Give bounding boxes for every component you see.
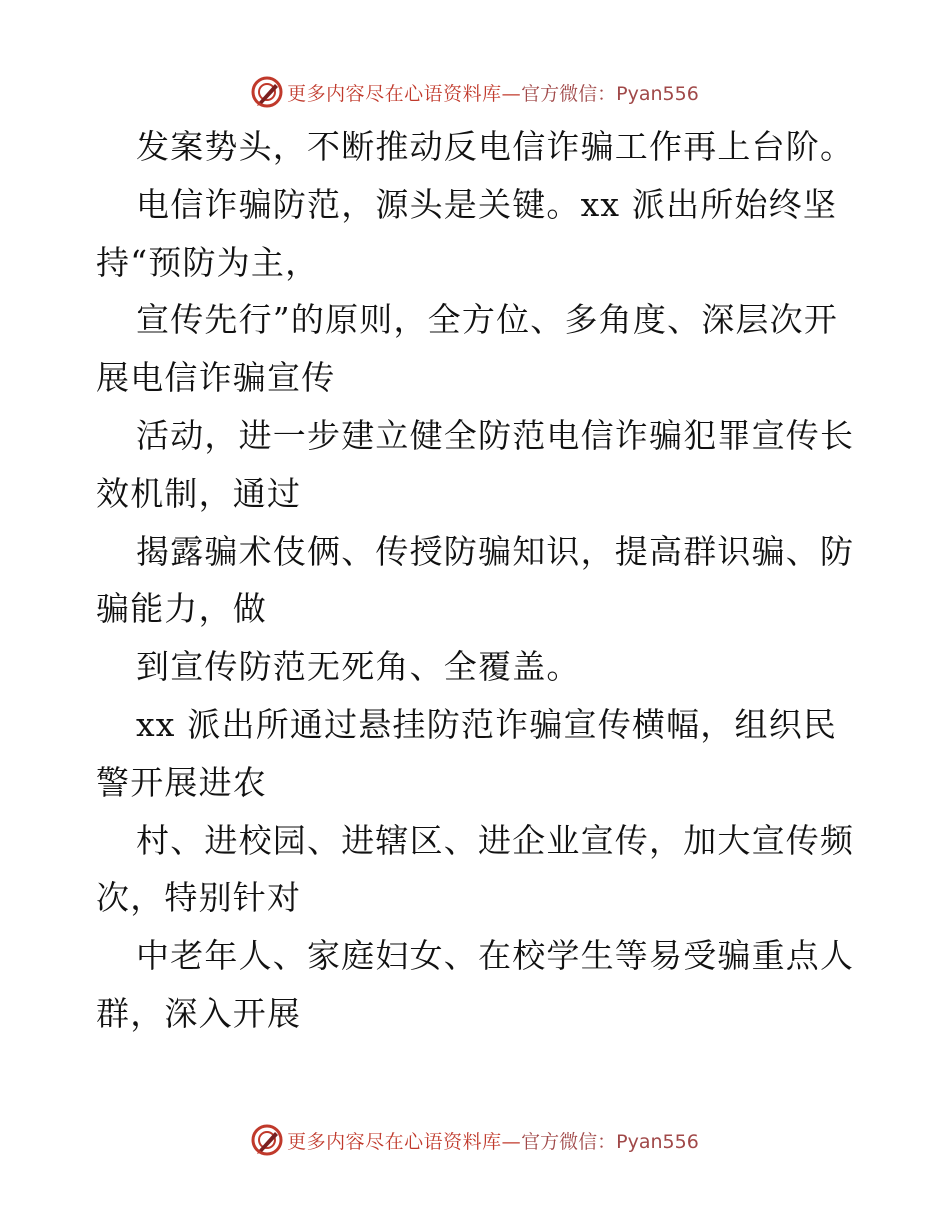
header-promo-text: 更多内容尽在心语资料库— — [287, 82, 522, 105]
body-line: 村、进校园、进辖区、进企业宣传，加大宣传频 — [136, 820, 855, 860]
body-line: 宣传先行”的原则，全方位、多角度、深层次开 — [136, 300, 839, 340]
body-line: 持“预防为主， — [96, 242, 320, 282]
header-banner — [0, 72, 950, 112]
body-line: 警开展进农 — [96, 762, 267, 802]
body-line: 发案势头，不断推动反电信诈骗工作再上台阶。 — [136, 127, 855, 166]
header-wechat-text: 官方微信：Pyan556 — [521, 82, 699, 105]
footer-promo-text: 更多内容尽在心语资料库— — [287, 1130, 522, 1153]
body-line: 到宣传防范无死角、全覆盖。 — [136, 647, 581, 687]
document-body — [96, 118, 896, 1043]
body-line: 活动，进一步建立健全防范电信诈骗犯罪宣传长 — [136, 415, 855, 455]
body-line: 效机制，通过 — [96, 473, 302, 513]
body-line: 展电信诈骗宣传 — [96, 358, 336, 398]
body-line: 群，深入开展 — [96, 993, 302, 1033]
body-line: 次，特别针对 — [96, 878, 302, 918]
body-line: 揭露骗术伎俩、传授防骗知识，提高群识骗、防 — [136, 531, 855, 571]
body-line: 中老年人、家庭妇女、在校学生等易受骗重点人 — [136, 936, 855, 976]
footer-banner — [0, 1120, 950, 1160]
body-line: 骗能力，做 — [96, 589, 267, 629]
pen-logo-icon — [251, 76, 283, 108]
pen-logo-icon — [251, 1124, 283, 1156]
footer-wechat-text: 官方微信：Pyan556 — [521, 1130, 699, 1153]
body-line: 电信诈骗防范，源头是关键。xx 派出所始终坚 — [136, 184, 838, 224]
body-line: xx 派出所通过悬挂防范诈骗宣传横幅，组织民 — [136, 704, 838, 744]
